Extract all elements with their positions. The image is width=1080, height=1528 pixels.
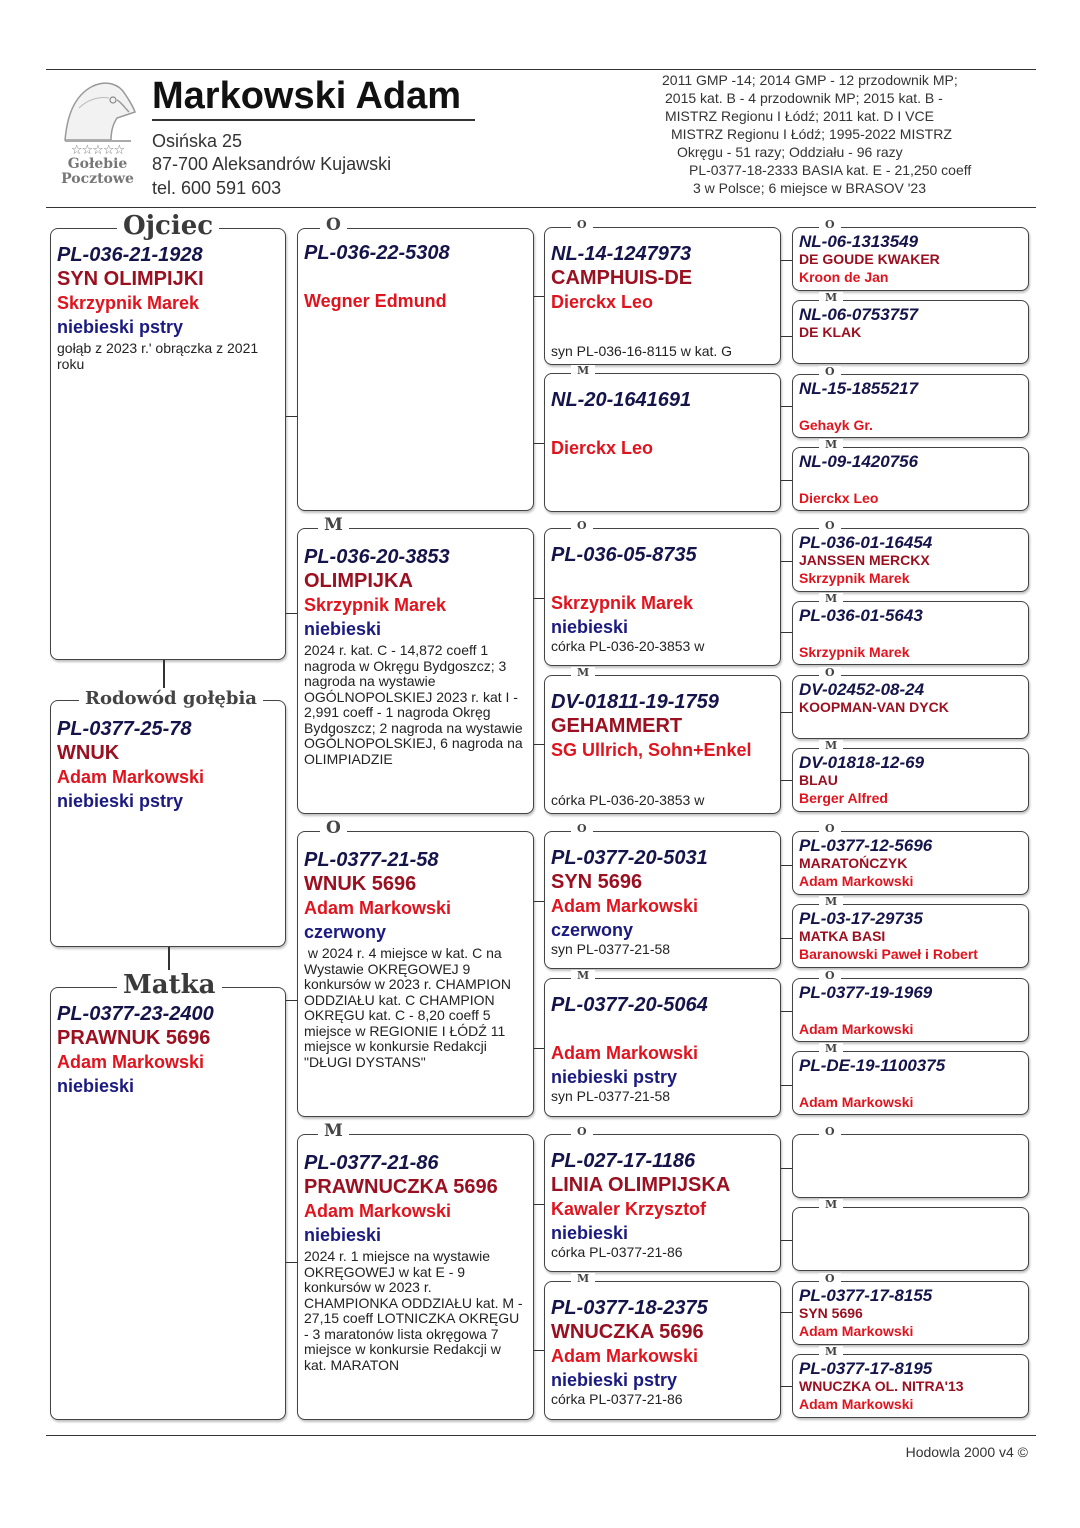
sex-label: M [318, 517, 349, 533]
sex-label: M [819, 740, 843, 752]
ring-number: PL-036-05-8735 [551, 544, 697, 566]
pigeon-name [799, 471, 1022, 489]
gen4-card-1[interactable] [792, 218, 1029, 291]
achievement-line: 3 w Polsce; 6 miejsce w BRASOV '23 [693, 180, 926, 196]
mother-card[interactable] [50, 970, 286, 1420]
pigeon-name: DE GOUDE KWAKER [799, 251, 940, 267]
pigeon-name [551, 567, 774, 591]
achievement-line: Okręgu - 51 razy; Oddziału - 96 razy [677, 144, 903, 160]
sex-label: O [819, 1126, 841, 1138]
sex-label: M [571, 1273, 595, 1285]
connector [534, 443, 544, 444]
footer-credit: Hodowla 2000 v4 © [905, 1444, 1028, 1460]
pigeon-name: MARATOŃCZYK [799, 855, 908, 871]
achievement-line: 2011 GMP -14; 2014 GMP - 12 przodownik MP; [662, 72, 958, 88]
connector [534, 598, 544, 599]
sex-label: O [571, 1126, 593, 1138]
achievement-line: PL-0377-18-2333 BASIA kat. E - 21,250 coeff [689, 162, 972, 178]
ring-number: DV-01811-19-1759 [551, 691, 719, 713]
gen4-card-3[interactable] [792, 365, 1029, 438]
gen4-card-7[interactable] [792, 666, 1029, 739]
connector [163, 660, 165, 690]
owner: Adam Markowski [799, 1094, 914, 1110]
logo-stars: ☆☆☆☆☆ [70, 143, 125, 158]
ring-number: PL-036-01-16454 [799, 533, 933, 552]
sex-label: M [819, 1199, 843, 1211]
pigeon-name: PRAWNUK 5696 [57, 1027, 211, 1049]
color: czerwony [551, 920, 634, 940]
gen4-card-16[interactable] [792, 1345, 1029, 1418]
owner: Wegner Edmund [304, 291, 447, 311]
note: syn PL-0377-21-58 [551, 1088, 671, 1104]
gen4-card-14[interactable] [792, 1198, 1029, 1271]
owner: Berger Alfred [799, 790, 888, 806]
ring-number: NL-09-1420756 [799, 452, 919, 471]
connector [534, 1048, 544, 1049]
pigeon-name [551, 412, 774, 436]
pigeon-name: JANSSEN MERCKX [799, 552, 930, 568]
sex-label: M [318, 1123, 349, 1139]
subject-card[interactable] [50, 688, 286, 947]
gen4-card-11[interactable] [792, 969, 1029, 1042]
sex-label: O [571, 823, 593, 835]
sire-of-father-card[interactable] [297, 215, 534, 511]
owner: Adam Markowski [799, 1323, 914, 1339]
gen4-card-12[interactable] [792, 1042, 1029, 1115]
sire-of-mother-card[interactable] [297, 818, 534, 1117]
address-line1: Osińska 25 [152, 131, 243, 151]
ring-number: PL-0377-21-86 [304, 1152, 439, 1174]
subject-label: Rodowód gołębia [79, 688, 263, 710]
ring-number: PL-0377-19-1969 [799, 983, 933, 1002]
top-rule [46, 69, 1036, 70]
ring-number: NL-14-1247973 [551, 243, 692, 265]
gen3-card-7[interactable] [544, 1125, 781, 1272]
pigeon-name: WNUCZKA 5696 [551, 1321, 704, 1343]
pigeon-name [799, 398, 1022, 416]
ring-number: PL-036-22-5308 [304, 242, 450, 264]
ring-number: PL-0377-21-58 [304, 849, 439, 871]
sex-label: M [819, 896, 843, 908]
color: niebieski pstry [551, 1370, 678, 1390]
ring-number: PL-DE-19-1100375 [799, 1056, 946, 1075]
sex-label: M [819, 1346, 843, 1358]
logo-text-line2: Pocztowe [61, 171, 134, 187]
gen3-card-5[interactable] [544, 822, 781, 969]
color: niebieski [304, 619, 382, 639]
ring-number: PL-0377-23-2400 [57, 1003, 214, 1025]
pigeon-name [799, 1075, 1022, 1093]
ring-number: PL-0377-20-5064 [551, 994, 708, 1016]
connector [534, 744, 544, 745]
owner: Gehayk Gr. [799, 417, 873, 433]
sex-label: M [819, 292, 843, 304]
pigeon-name: CAMPHUIS-DE [551, 267, 693, 289]
phone: tel. 600 591 603 [152, 178, 282, 198]
ring-number: PL-036-01-5643 [799, 606, 923, 625]
logo [50, 78, 145, 198]
sex-label: O [819, 823, 841, 835]
owner: Adam Markowski [57, 767, 205, 787]
owner: Adam Markowski [304, 898, 452, 918]
color: niebieski pstry [57, 317, 184, 337]
pigeon-name: GEHAMMERT [551, 715, 683, 737]
owner: Adam Markowski [799, 1021, 914, 1037]
sex-label: O [819, 520, 841, 532]
achievements [655, 71, 1040, 197]
owner: Adam Markowski [57, 1052, 205, 1072]
ring-number: PL-0377-17-8195 [799, 1359, 933, 1378]
logo-text-line1: Gołebie [67, 156, 128, 172]
sex-label: M [819, 593, 843, 605]
gen3-card-2[interactable] [544, 364, 781, 512]
owner: Kroon de Jan [799, 269, 889, 285]
gen4-card-6[interactable] [792, 592, 1029, 665]
pigeon-name: BLAU [799, 772, 838, 788]
owner: Skrzypnik Marek [799, 644, 910, 660]
owner: Adam Markowski [551, 1043, 699, 1063]
gen4-card-15[interactable] [792, 1272, 1029, 1345]
color: niebieski pstry [551, 1067, 678, 1087]
sex-label: O [571, 520, 593, 532]
father-card[interactable] [50, 211, 286, 660]
achievement-line: 2015 kat. B - 4 przodownik MP; 2015 kat. B - [665, 90, 943, 106]
ring-number: NL-15-1855217 [799, 379, 919, 398]
sex-label: O [320, 217, 347, 233]
gen3-card-4[interactable] [544, 666, 781, 814]
pigeon-name: OLIMPIJKA [304, 570, 413, 592]
address-line2: 87-700 Aleksandrów Kujawski [152, 154, 392, 174]
ring-number: PL-0377-20-5031 [551, 847, 708, 869]
ring-number: PL-036-21-1928 [57, 244, 203, 266]
pigeon-name: PRAWNUCZKA 5696 [304, 1176, 498, 1198]
sex-label: O [819, 667, 841, 679]
note: córka PL-036-20-3853 w [551, 638, 705, 654]
gen4-card-5[interactable] [792, 519, 1029, 592]
gen4-card-8[interactable] [792, 739, 1029, 812]
sex-label: M [571, 667, 595, 679]
owner: Dierckx Leo [551, 438, 654, 458]
sex-label: M [571, 970, 595, 982]
owner: Dierckx Leo [799, 490, 879, 506]
gen4-card-9[interactable] [792, 822, 1029, 895]
pigeon-name: WNUK [57, 742, 120, 764]
sex-label: M [571, 365, 595, 377]
connector [534, 1204, 544, 1205]
owner: Adam Markowski [304, 1201, 452, 1221]
owner: Adam Markowski [551, 896, 699, 916]
connector [534, 1350, 544, 1351]
ring-number: PL-0377-17-8155 [799, 1286, 933, 1305]
color: niebieski pstry [57, 791, 184, 811]
pigeon-name: LINIA OLIMPIJSKA [551, 1174, 731, 1196]
ring-number: PL-0377-25-78 [57, 718, 192, 740]
gen3-card-1[interactable] [544, 218, 781, 365]
sex-label: M [819, 439, 843, 451]
breeder-name: Markowski Adam [152, 75, 462, 117]
owner: Skrzypnik Marek [57, 293, 200, 313]
color: czerwony [304, 922, 387, 942]
sex-label: M [819, 1043, 843, 1055]
owner: Adam Markowski [551, 1346, 699, 1366]
ring-number: NL-20-1641691 [551, 389, 692, 411]
note: w 2024 r. 4 miejsce w kat. C na Wystawie OKRĘGOWEJ 9 konkursów w 2023 r. CHAMPION ODDZIAŁU kat. C CHAMPION OKRĘGU kat. C - 8,20 coeff 5 miejsce w REGIONIE I ŁÓDŹ 11 miejsce w konkursie Redakcji "DŁUGI DYSTANS" [304, 945, 515, 1070]
pigeon-name [551, 1017, 774, 1041]
ring-number: PL-03-17-29735 [799, 909, 923, 928]
sex-label: O [819, 219, 841, 231]
pigeon-name: DE KLAK [799, 324, 862, 340]
owner: SG Ullrich, Sohn+Enkel [551, 740, 752, 760]
note: córka PL-036-20-3853 w [551, 791, 705, 808]
header-bottom-rule [46, 207, 1036, 208]
sex-label: O [819, 1273, 841, 1285]
ring-number: PL-036-20-3853 [304, 546, 450, 568]
note: córka PL-0377-21-86 [551, 1244, 683, 1260]
owner: Skrzypnik Marek [551, 593, 694, 613]
sex-label: O [571, 219, 593, 231]
pigeon-name: WNUK 5696 [304, 873, 417, 895]
note: syn PL-0377-21-58 [551, 941, 671, 957]
gen3-card-6[interactable] [544, 969, 781, 1117]
achievement-line: MISTRZ Regionu I Łódź; 1995-2022 MISTRZ [671, 126, 952, 142]
ring-number: DV-01818-12-69 [799, 753, 925, 772]
note: gołąb z 2023 r.' obrączka z 2021 roku [57, 340, 259, 372]
sex-label: O [320, 820, 347, 836]
pigeon-name: WNUCZKA OL. NITRA'13 [799, 1378, 964, 1394]
color: niebieski [551, 617, 629, 637]
dam-of-father-card[interactable] [297, 515, 534, 814]
ring-number: NL-06-0753757 [799, 305, 919, 324]
note: 2024 r. kat. C - 14,872 coeff 1 nagroda w Okręgu Bydgoszcz; 3 nagroda na wystawie OGÓLNOPOLSKIEJ 2023 r. kat I - 2,991 coeff - 1 nagroda Okręg Bydgoszcz; 2 nagroda na wystawie OGÓLNOPOLSKIEJ, 6 nagroda na OLIMPIADZIE [304, 642, 523, 767]
gen4-card-13[interactable] [792, 1125, 1029, 1198]
pigeon-name: SYN 5696 [799, 1305, 863, 1321]
gen4-card-4[interactable] [792, 438, 1029, 511]
breeder-name-underline [152, 119, 475, 121]
owner: Baranowski Paweł i Robert [799, 946, 978, 962]
pigeon-head-icon [59, 78, 137, 144]
owner: Adam Markowski [799, 873, 914, 889]
ring-number: PL-0377-12-5696 [799, 836, 933, 855]
connector [534, 296, 544, 297]
pigeon-name: SYN 5696 [551, 871, 643, 893]
ring-number: DV-02452-08-24 [799, 680, 925, 699]
dam-of-mother-card[interactable] [297, 1121, 534, 1420]
gen4-card-2[interactable] [792, 291, 1029, 364]
pigeon-name [799, 1002, 1022, 1020]
note: córka PL-0377-21-86 [551, 1391, 683, 1407]
sex-label: O [819, 970, 841, 982]
color: niebieski [551, 1223, 629, 1243]
achievement-line: MISTRZ Regionu I Łódź; 2011 kat. D I VCE [665, 108, 934, 124]
owner: Adam Markowski [799, 1396, 914, 1412]
owner: Kawaler Krzysztof [551, 1199, 707, 1219]
note: 2024 r. 1 miejsce na wystawie OKRĘGOWEJ w kat E - 9 konkursów w 2023 r. CHAMPIONKA ODDZIAŁU kat. M - 27,15 coeff LOTNICZKA OKRĘGU - 3 maratonów lista okręgowa 7 miejsce w konkursie Redakcji w kat. MARATON [304, 1248, 523, 1373]
owner: Skrzypnik Marek [799, 570, 910, 586]
pigeon-name [304, 265, 527, 289]
pigeon-name: KOOPMAN-VAN DYCK [799, 699, 949, 715]
note: syn PL-036-16-8115 w kat. G [551, 342, 733, 359]
ring-number: PL-0377-18-2375 [551, 1297, 708, 1319]
pigeon-name: SYN OLIMPIJKI [57, 268, 204, 290]
father-label: Ojciec [117, 211, 219, 241]
gen3-card-8[interactable] [544, 1272, 781, 1420]
color: niebieski [304, 1225, 382, 1245]
mother-label: Matka [117, 970, 222, 1000]
color: niebieski [57, 1076, 135, 1096]
footer-rule [46, 1435, 1036, 1436]
gen3-card-3[interactable] [544, 519, 781, 666]
pigeon-name: MATKA BASI [799, 928, 886, 944]
ring-number: NL-06-1313549 [799, 232, 919, 251]
pigeon-name [799, 625, 1022, 643]
gen4-card-10[interactable] [792, 895, 1029, 968]
ring-number: PL-027-17-1186 [551, 1150, 696, 1172]
owner: Skrzypnik Marek [304, 595, 447, 615]
sex-label: O [819, 366, 841, 378]
connector [534, 901, 544, 902]
owner: Dierckx Leo [551, 292, 654, 312]
